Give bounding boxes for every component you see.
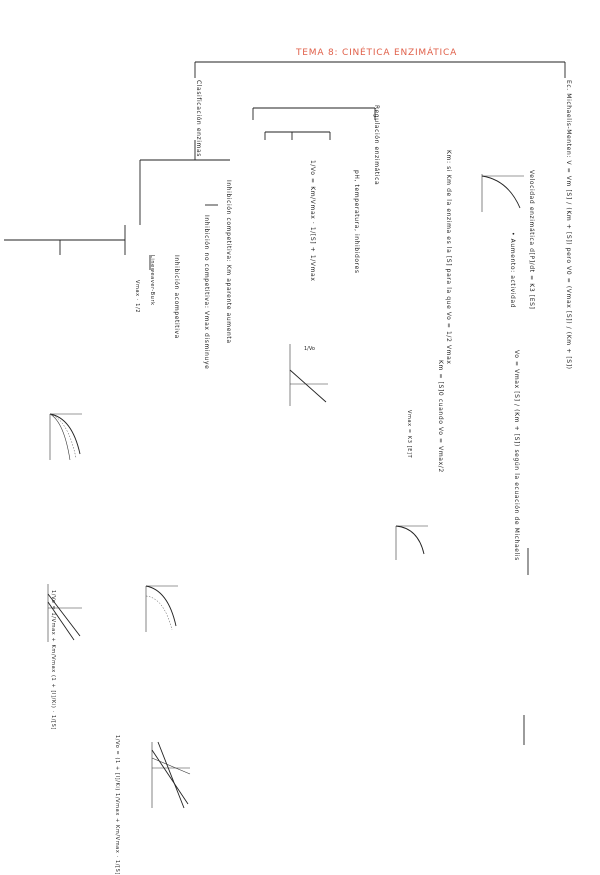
michaelis-branch: Ec. Michaelis-Menten: V = Vm [S] / (Km + [S]) pero V0 = (Vmax [S]) / (Km + [S]) (565, 80, 572, 370)
note-7: Inhibición no competitiva: Vmax disminuye (203, 215, 210, 370)
inhib-curve-plot-2 (142, 582, 182, 637)
mm-curve-plot-2 (392, 522, 432, 564)
inhib-curve-plot (46, 410, 86, 465)
plot-label-1: 1/Vo (304, 346, 315, 352)
lineweaver-plot-3 (148, 738, 193, 813)
mm-curve-plot (478, 172, 528, 217)
note-2: Vo = Vmax [S] / (Km + [S]) según la ecuación de Michaelis (513, 350, 520, 561)
note-12: Vmax · 1/2 (134, 280, 140, 314)
regulacion-branch: Regulación enzimática (373, 105, 380, 186)
note-5: pH, temperatura, inhibidores (353, 170, 360, 274)
aumento-note: • Aumento: actividad (509, 232, 516, 309)
page-title: TEMA 8: CINÉTICA ENZIMÁTICA (296, 48, 458, 58)
note-11: Lineweaver-Burk (149, 255, 155, 306)
note-9: 1/Vo = 1/Vmax + Km/Vmax (1 + [I]/Ki) · 1/[S] (50, 590, 56, 730)
note-6: Inhibición competitiva: Km aparente aumenta (225, 180, 232, 344)
note-4: 1/Vo = Km/Vmax · 1/[S] + 1/Vmax (309, 160, 316, 282)
note-1: Km = [S]0 cuando Vo = Vmax/2 (437, 360, 444, 473)
note-8: Inhibición acompetitiva (173, 255, 180, 339)
lineweaver-plot-2 (44, 580, 84, 645)
lineweaver-plot-1 (286, 340, 331, 410)
note-10: 1/Vo = (1 + [I]/Ki) 1/Vmax + Km/Vmax · 1/[S] (114, 735, 120, 875)
km-note: Km: si Km de la enzima es la [S] para la que Vo = 1/2 Vmax (445, 150, 452, 365)
note-3: Vmax = K3 [E]T (406, 410, 412, 459)
velocidad-note: Velocidad enzimática d[P]/dt = K3 [ES] (528, 170, 535, 310)
clasificacion-branch: Clasificación enzimas (195, 80, 202, 157)
